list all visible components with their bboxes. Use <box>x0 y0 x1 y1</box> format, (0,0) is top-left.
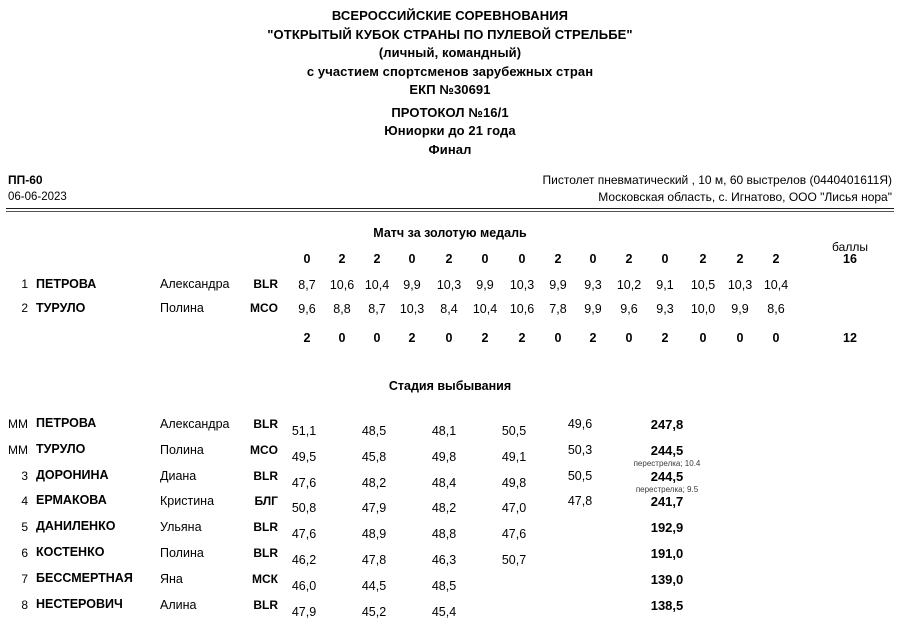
gold-shot-value: 10,5 <box>690 278 716 292</box>
gold-top-points-total: 16 <box>843 252 857 266</box>
header-line-4: с участием спортсменов зарубежных стран <box>306 63 594 79</box>
elimination-rank: 5 <box>21 520 28 534</box>
elimination-shootoff-note: перестрелка; 10.4 <box>633 459 701 468</box>
gold-shot-value: 8,7 <box>298 278 316 292</box>
elimination-club: BLR <box>253 417 278 431</box>
elimination-first-name: Диана <box>160 469 197 483</box>
elimination-last-name: НЕСТЕРОВИЧ <box>36 597 123 611</box>
elimination-rank: 8 <box>21 598 28 612</box>
elimination-series-value: 45,4 <box>431 605 457 619</box>
gold-shot-value: 10,3 <box>399 302 425 316</box>
elimination-series5-value: 47,8 <box>567 494 593 508</box>
elimination-first-name: Кристина <box>160 494 215 508</box>
gold-bottom-point: 2 <box>481 331 489 345</box>
gold-shot-value: 9,6 <box>298 302 316 316</box>
gold-shot-value: 7,8 <box>549 302 567 316</box>
elimination-series5-value: 50,3 <box>567 443 593 457</box>
elimination-total: 191,0 <box>650 546 684 561</box>
gold-shot-value: 10,3 <box>509 278 535 292</box>
gold-shot-value: 9,9 <box>403 278 421 292</box>
event-meta-right <box>543 172 892 206</box>
elimination-series-value: 49,1 <box>501 450 527 464</box>
elimination-last-name: ДОРОНИНА <box>36 468 109 482</box>
gold-shot-value: 9,1 <box>656 278 674 292</box>
competition-stage: Финал <box>428 141 472 157</box>
gold-bottom-point: 0 <box>338 331 346 345</box>
elimination-rank: ММ <box>8 443 28 457</box>
gold-top-point: 2 <box>699 252 707 266</box>
elimination-series-value: 47,6 <box>501 527 527 541</box>
gold-first-name: Полина <box>160 301 204 315</box>
elimination-club: MCO <box>250 443 278 457</box>
elimination-series5-value: 50,5 <box>567 469 593 483</box>
elimination-last-name: КОСТЕНКО <box>36 545 105 559</box>
elimination-rank: ММ <box>8 417 28 431</box>
gold-top-point: 2 <box>772 252 780 266</box>
elimination-series-value: 47,6 <box>291 527 317 541</box>
gold-bottom-point: 0 <box>772 331 780 345</box>
elimination-rank: 6 <box>21 546 28 560</box>
gold-bottom-point: 0 <box>625 331 633 345</box>
gold-last-name: ПЕТРОВА <box>36 277 97 291</box>
gold-bottom-point: 0 <box>373 331 381 345</box>
elimination-first-name: Алина <box>160 598 197 612</box>
gold-shot-value: 10,2 <box>616 278 642 292</box>
gold-shot-value: 9,9 <box>584 302 602 316</box>
gold-top-point: 2 <box>373 252 381 266</box>
elimination-series-value: 45,2 <box>361 605 387 619</box>
gold-shot-value: 10,3 <box>436 278 462 292</box>
elimination-club: МСК <box>252 572 278 586</box>
elimination-first-name: Александра <box>160 417 230 431</box>
gold-last-name: ТУРУЛО <box>36 301 86 315</box>
gold-bottom-point: 2 <box>408 331 416 345</box>
elimination-series-value: 48,1 <box>431 424 457 438</box>
elimination-club: BLR <box>253 469 278 483</box>
elimination-rank: 7 <box>21 572 28 586</box>
venue-text: Московская область, с. Игнатово, ООО "Лисья нора" <box>598 190 892 204</box>
elimination-club: BLR <box>253 598 278 612</box>
elimination-series-value: 50,5 <box>501 424 527 438</box>
protocol-number: ПРОТОКОЛ №16/1 <box>391 104 509 120</box>
gold-club: MCO <box>250 301 278 315</box>
elimination-series-value: 48,5 <box>431 579 457 593</box>
header-line-2: "ОТКРЫТЫЙ КУБОК СТРАНЫ ПО ПУЛЕВОЙ СТРЕЛЬБЕ" <box>267 26 633 42</box>
elimination-series-value: 50,7 <box>501 553 527 567</box>
elimination-shootoff-note: перестрелка; 9.5 <box>635 485 699 494</box>
header-ekp-number: ЕКП №30691 <box>409 82 491 97</box>
gold-bottom-point: 0 <box>736 331 744 345</box>
elimination-series-value: 49,8 <box>431 450 457 464</box>
elimination-series-value: 47,0 <box>501 501 527 515</box>
gold-bottom-point: 2 <box>303 331 311 345</box>
gold-shot-value: 8,6 <box>767 302 785 316</box>
gold-shot-value: 8,8 <box>333 302 351 316</box>
event-meta-left <box>8 172 67 206</box>
gold-top-point: 0 <box>303 252 311 266</box>
elimination-first-name: Полина <box>160 443 204 457</box>
gold-bottom-point: 0 <box>445 331 453 345</box>
gold-rank: 1 <box>21 277 28 291</box>
elimination-series-value: 44,5 <box>361 579 387 593</box>
elimination-club: BLR <box>253 520 278 534</box>
age-category: Юниорки до 21 года <box>384 123 516 138</box>
elimination-series-value: 47,6 <box>291 476 317 490</box>
gold-shot-value: 8,4 <box>440 302 458 316</box>
gold-shot-value: 10,3 <box>727 278 753 292</box>
elimination-rank: 4 <box>21 494 28 508</box>
elimination-first-name: Ульяна <box>160 520 202 534</box>
gold-top-point: 0 <box>661 252 669 266</box>
gold-top-point: 2 <box>445 252 453 266</box>
elimination-total: 138,5 <box>650 598 684 613</box>
discipline-text: Пистолет пневматический , 10 м, 60 выстрелов (0440401611Я) <box>542 173 892 187</box>
gold-top-point: 0 <box>481 252 489 266</box>
elimination-series-value: 47,9 <box>361 501 387 515</box>
gold-top-point: 0 <box>589 252 597 266</box>
elimination-last-name: БЕССМЕРТНАЯ <box>36 571 133 585</box>
elimination-series-value: 47,9 <box>291 605 317 619</box>
gold-shot-value: 10,0 <box>690 302 716 316</box>
gold-shot-value: 9,9 <box>476 278 494 292</box>
elimination-series-value: 48,9 <box>361 527 387 541</box>
gold-top-point: 2 <box>736 252 744 266</box>
elimination-last-name: ТУРУЛО <box>36 442 86 456</box>
gold-bottom-point: 0 <box>699 331 707 345</box>
elimination-series-value: 49,8 <box>501 476 527 490</box>
gold-shot-value: 10,4 <box>364 278 390 292</box>
gold-top-point: 2 <box>625 252 633 266</box>
elimination-series-value: 48,8 <box>431 527 457 541</box>
gold-shot-value: 9,3 <box>584 278 602 292</box>
elimination-total: 139,0 <box>650 572 684 587</box>
gold-bottom-point: 0 <box>554 331 562 345</box>
event-code: ПП-60 <box>8 173 43 187</box>
gold-shot-value: 10,6 <box>509 302 535 316</box>
elimination-series-value: 48,2 <box>361 476 387 490</box>
elimination-total: 244,5 <box>650 443 684 458</box>
header-line-3: (личный, командный) <box>378 45 522 60</box>
gold-club: BLR <box>253 277 278 291</box>
elimination-first-name: Полина <box>160 546 204 560</box>
event-meta <box>0 172 900 212</box>
elimination-series-value: 48,4 <box>431 476 457 490</box>
gold-top-point: 2 <box>338 252 346 266</box>
gold-bottom-point: 2 <box>589 331 597 345</box>
elimination-total: 241,7 <box>650 494 684 509</box>
header-line-1: ВСЕРОССИЙСКИЕ СОРЕВНОВАНИЯ <box>331 8 569 23</box>
gold-shot-value: 10,6 <box>329 278 355 292</box>
event-date: 06-06-2023 <box>8 191 67 203</box>
elimination-total: 247,8 <box>650 417 684 432</box>
gold-shot-value: 9,3 <box>656 302 674 316</box>
elimination-series-value: 49,5 <box>291 450 317 464</box>
document-header <box>0 0 900 159</box>
elimination-total: 192,9 <box>650 520 684 535</box>
gold-bottom-point: 2 <box>518 331 526 345</box>
gold-shot-value: 8,7 <box>368 302 386 316</box>
elimination-series-value: 46,3 <box>431 553 457 567</box>
elimination-series-value: 45,8 <box>361 450 387 464</box>
elimination-series-value: 47,8 <box>361 553 387 567</box>
gold-shot-value: 9,6 <box>620 302 638 316</box>
elimination-last-name: ДАНИЛЕНКО <box>36 519 116 533</box>
elimination-series-value: 48,5 <box>361 424 387 438</box>
elimination-club: БЛГ <box>254 494 278 508</box>
gold-shot-value: 9,9 <box>731 302 749 316</box>
gold-shot-value: 10,4 <box>763 278 789 292</box>
elimination-series-value: 46,2 <box>291 553 317 567</box>
header-divider <box>6 208 894 212</box>
gold-bottom-points-total: 12 <box>843 331 857 345</box>
points-column-header: баллы <box>832 240 868 254</box>
gold-shot-value: 9,9 <box>549 278 567 292</box>
elimination-series-value: 46,0 <box>291 579 317 593</box>
gold-match-caption: Матч за золотую медаль <box>373 226 527 240</box>
elimination-caption: Стадия выбывания <box>388 379 512 393</box>
gold-shot-value: 10,4 <box>472 302 498 316</box>
gold-top-point: 2 <box>554 252 562 266</box>
elimination-series-value: 50,8 <box>291 501 317 515</box>
gold-bottom-point: 2 <box>661 331 669 345</box>
gold-top-point: 0 <box>408 252 416 266</box>
divider-line-top <box>6 208 894 209</box>
elimination-total: 244,5 <box>650 469 684 484</box>
gold-first-name: Александра <box>160 277 230 291</box>
elimination-series-value: 48,2 <box>431 501 457 515</box>
gold-top-point: 0 <box>518 252 526 266</box>
elimination-last-name: ПЕТРОВА <box>36 416 97 430</box>
divider-line-bottom <box>6 211 894 212</box>
elimination-last-name: ЕРМАКОВА <box>36 493 107 507</box>
elimination-series-value: 51,1 <box>291 424 317 438</box>
elimination-rank: 3 <box>21 469 28 483</box>
elimination-club: BLR <box>253 546 278 560</box>
gold-rank: 2 <box>21 301 28 315</box>
elimination-series5-value: 49,6 <box>567 417 593 431</box>
elimination-first-name: Яна <box>160 572 183 586</box>
